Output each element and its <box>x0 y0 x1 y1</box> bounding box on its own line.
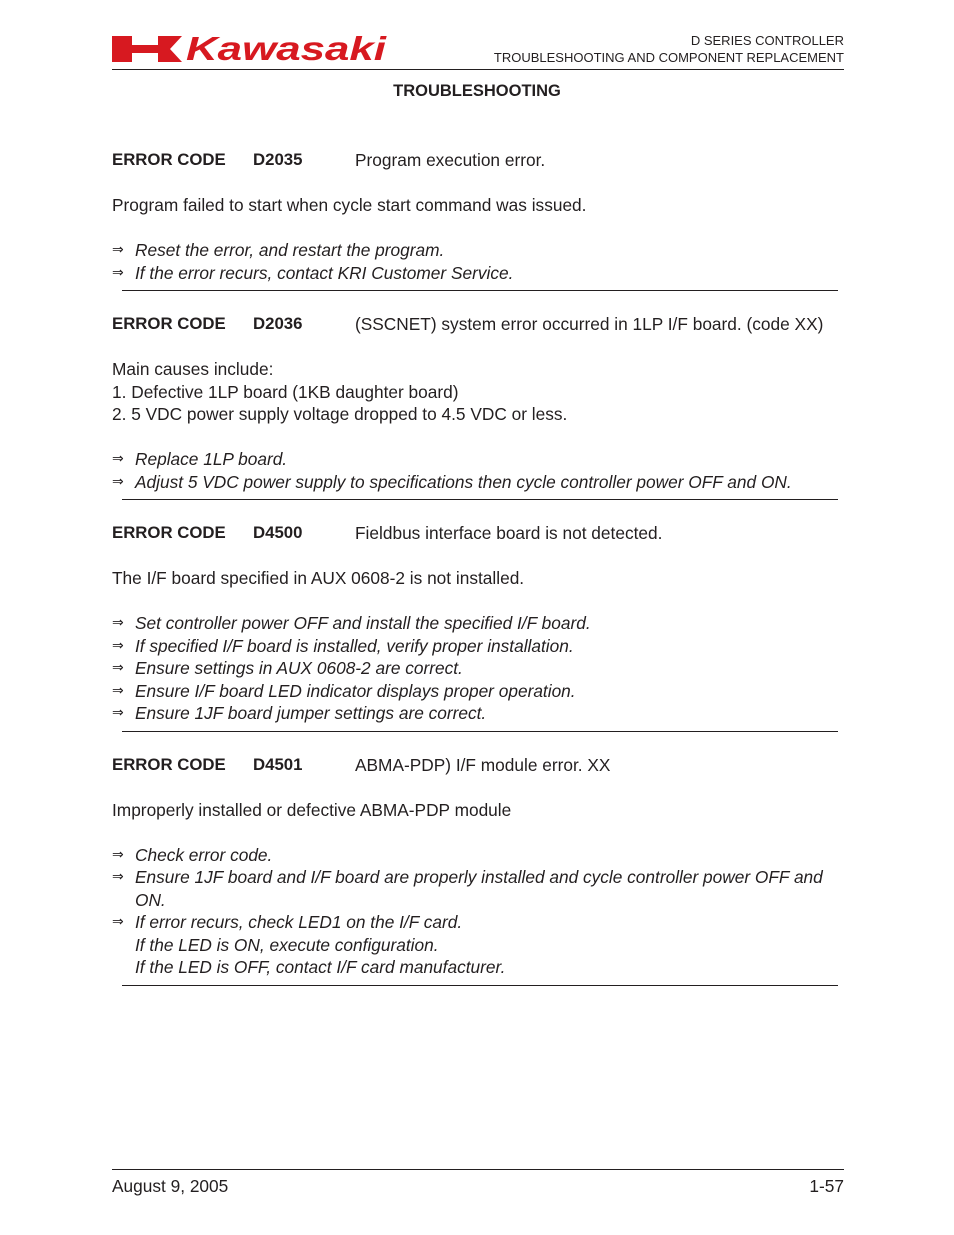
action-item <box>112 844 844 867</box>
header-line2: TROUBLESHOOTING AND COMPONENT REPLACEMENT <box>493 50 844 65</box>
body-text: The I/F board specified in AUX 0608-2 is not installed. <box>112 568 525 588</box>
arrow-icon: ⇒ <box>112 660 124 676</box>
arrow-icon: ⇒ <box>112 914 124 930</box>
arrow-icon: ⇒ <box>112 264 124 281</box>
body-text: 2. 5 VDC power supply voltage dropped to 4.5 VDC or less. <box>112 404 568 424</box>
action-subtext: If the LED is OFF, contact I/F card manufacturer. <box>135 957 506 977</box>
error-code: D2036 <box>253 314 303 333</box>
arrow-icon: ⇒ <box>112 869 124 885</box>
error-section <box>112 522 844 754</box>
footer-rule <box>112 1169 844 1170</box>
error-section <box>112 149 844 313</box>
action-item <box>112 657 844 680</box>
arrow-icon: ⇒ <box>112 637 124 654</box>
separator-line <box>122 290 838 291</box>
spacer <box>112 776 844 799</box>
arrow-icon: ⇒ <box>112 846 124 863</box>
error-code-row <box>112 149 844 172</box>
error-code-row <box>112 313 844 336</box>
spacer <box>112 738 844 754</box>
kawasaki-logo <box>112 32 388 64</box>
action-item <box>112 612 844 635</box>
body-text: Main causes include: <box>112 359 274 379</box>
error-code: D2035 <box>253 150 303 169</box>
body-text: Improperly installed or defective ABMA-PDP module <box>112 799 512 820</box>
header-rule <box>112 69 844 70</box>
separator-line <box>122 499 838 500</box>
action-text: Ensure I/F board LED indicator displays proper operation. <box>135 680 576 701</box>
footer-page-number: 1-57 <box>809 1176 844 1196</box>
header-line1: D SERIES CONTROLLER <box>690 33 844 48</box>
action-text: Check error code. <box>135 844 273 865</box>
error-description: Fieldbus interface board is not detected. <box>355 523 663 543</box>
spacer <box>112 217 844 240</box>
action-text: Ensure settings in AUX 0608-2 are correct. <box>135 658 463 678</box>
action-item <box>112 448 844 471</box>
error-code: D4501 <box>253 754 303 774</box>
arrow-icon: ⇒ <box>112 242 124 258</box>
action-item <box>112 239 844 262</box>
footer-date: August 9, 2005 <box>112 1176 229 1196</box>
error-description: Program execution error. <box>355 150 546 170</box>
action-text: Reset the error, and restart the program. <box>135 240 445 260</box>
separator-line <box>122 731 838 732</box>
action-text: Ensure 1JF board and I/F board are properly installed and cycle controller power OFF and ON. <box>135 867 823 910</box>
action-text: If the error recurs, contact KRI Customer Service. <box>135 262 514 283</box>
spacer <box>112 821 844 844</box>
body-text: 1. Defective 1LP board (1KB daughter board) <box>112 381 459 402</box>
arrow-icon: ⇒ <box>112 682 124 699</box>
body-text: Program failed to start when cycle start command was issued. <box>112 195 587 215</box>
action-text: Set controller power OFF and install the specified I/F board. <box>135 613 591 633</box>
action-item <box>112 911 844 934</box>
action-item <box>112 680 844 703</box>
error-code-label: ERROR CODE <box>112 523 226 542</box>
error-section <box>112 313 844 522</box>
error-description: (SSCNET) system error occurred in 1LP I/F board. (code XX) <box>355 314 824 334</box>
arrow-icon: ⇒ <box>112 451 124 467</box>
spacer <box>112 426 844 449</box>
spacer <box>112 506 844 522</box>
error-code-label: ERROR CODE <box>112 150 226 169</box>
spacer <box>112 590 844 613</box>
brand-text: Kawasaki <box>186 32 388 64</box>
error-code-label: ERROR CODE <box>112 314 226 333</box>
spacer <box>112 545 844 568</box>
arrow-icon: ⇒ <box>112 705 124 721</box>
error-code-row <box>112 754 844 777</box>
action-text: Adjust 5 VDC power supply to specifications then cycle controller power OFF and ON. <box>135 471 792 492</box>
action-text: If specified I/F board is installed, verify proper installation. <box>135 635 574 656</box>
content <box>112 149 844 992</box>
spacer <box>112 336 844 359</box>
action-item <box>112 702 844 725</box>
action-item <box>112 635 844 658</box>
arrow-icon: ⇒ <box>112 473 124 490</box>
spacer <box>112 297 844 313</box>
action-subtext: If the LED is ON, execute configuration. <box>135 934 439 955</box>
header-text <box>494 32 844 66</box>
error-code-row <box>112 522 844 545</box>
spacer <box>112 172 844 195</box>
separator-line <box>122 985 838 986</box>
arrow-icon: ⇒ <box>112 615 124 631</box>
action-text: Ensure 1JF board jumper settings are correct. <box>135 703 487 723</box>
error-code-label: ERROR CODE <box>112 754 226 774</box>
section-title: TROUBLESHOOTING <box>393 82 561 100</box>
action-text: Replace 1LP board. <box>135 449 288 469</box>
error-code: D4500 <box>253 523 303 542</box>
error-section <box>112 754 844 986</box>
error-description: ABMA-PDP) I/F module error. XX <box>355 754 611 775</box>
action-item <box>112 262 844 285</box>
action-item <box>112 471 844 494</box>
action-text: If error recurs, check LED1 on the I/F card. <box>135 912 463 932</box>
action-item <box>112 866 844 911</box>
